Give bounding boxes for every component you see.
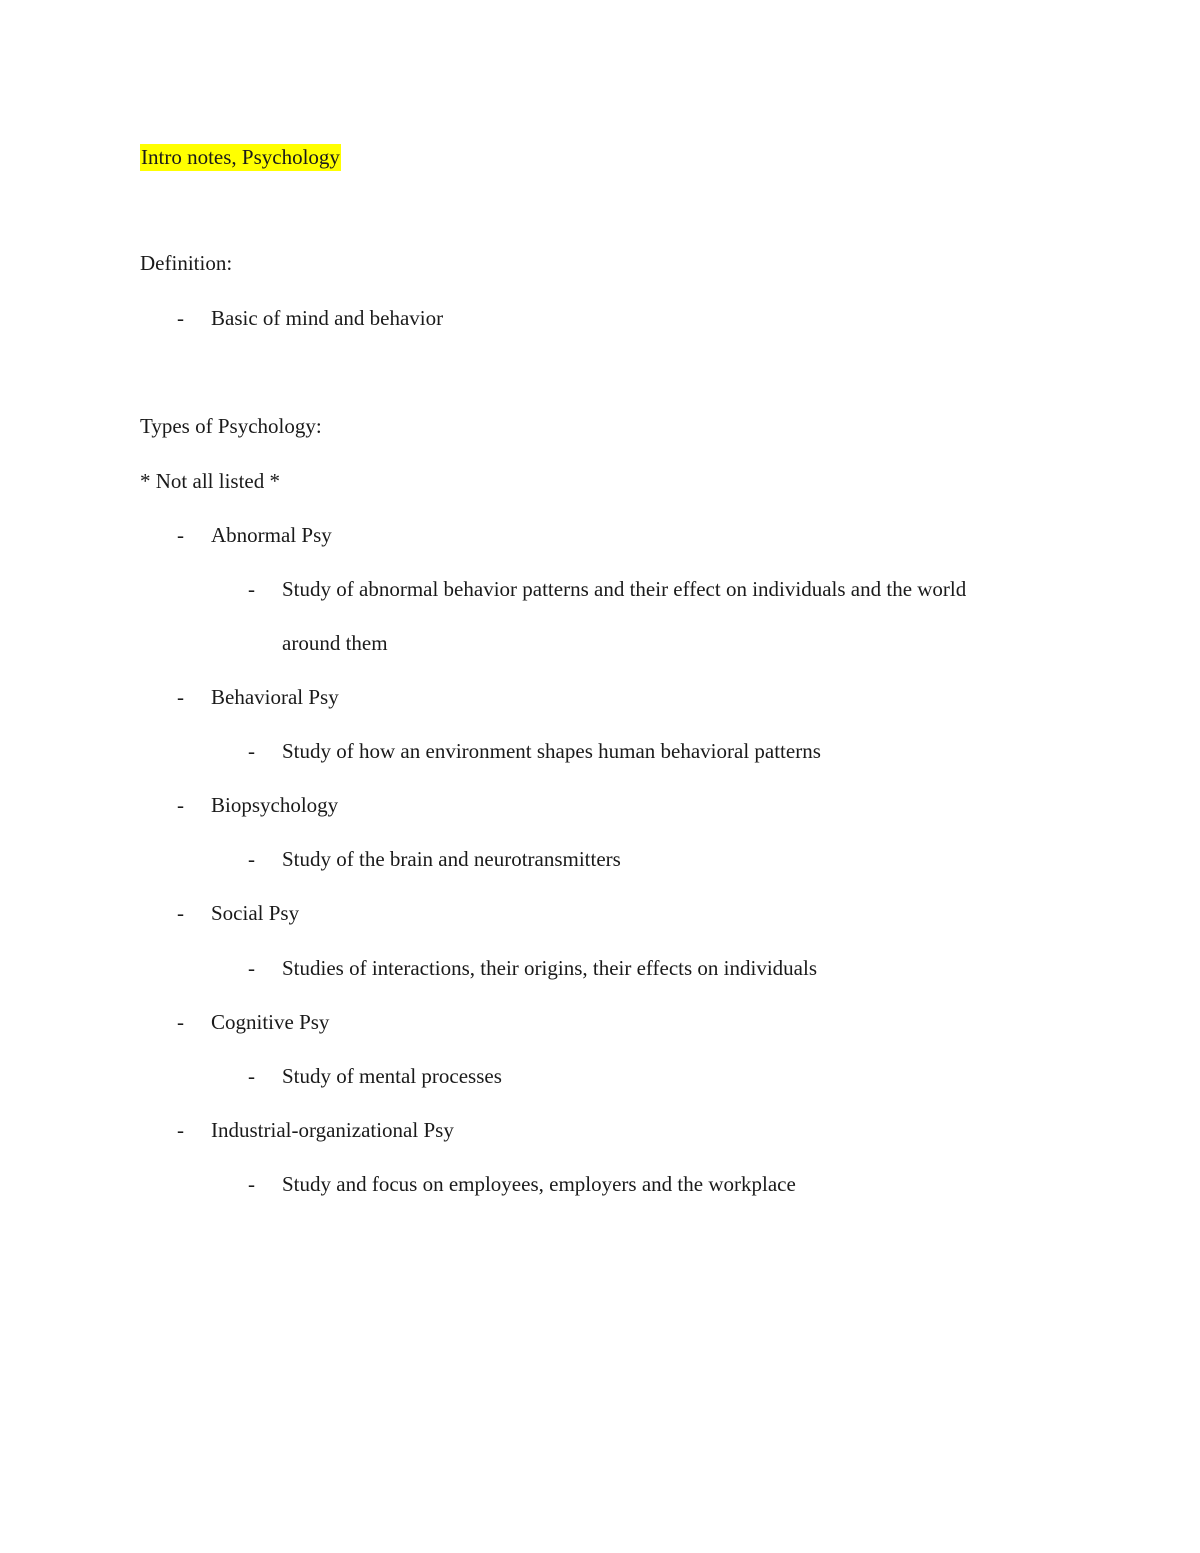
- sub-bullet-dash: -: [248, 847, 255, 871]
- bullet-dash: -: [177, 523, 184, 547]
- bullet-dash: -: [177, 1118, 184, 1142]
- sub-bullet-dash: -: [248, 1064, 255, 1088]
- section-note: * Not all listed *: [140, 469, 280, 493]
- highlighted-title-text: Intro notes, Psychology: [141, 145, 340, 169]
- list-item-definition: Basic of mind and behavior: [211, 306, 444, 330]
- section-heading-definition: Definition:: [140, 251, 233, 275]
- bullet-dash: -: [177, 685, 184, 709]
- bullet-dash: -: [177, 793, 184, 817]
- list-item-social-psy: Social Psy: [211, 901, 300, 925]
- sub-item-cognitive-desc: Study of mental processes: [282, 1064, 502, 1088]
- bullet-dash: -: [177, 901, 184, 925]
- sub-item-behavioral-desc: Study of how an environment shapes human behavioral patterns: [282, 739, 821, 763]
- list-item-cognitive-psy: Cognitive Psy: [211, 1010, 330, 1034]
- sub-item-abnormal-desc-line2: around them: [282, 631, 388, 655]
- sub-bullet-dash: -: [248, 739, 255, 763]
- list-item-behavioral-psy: Behavioral Psy: [211, 685, 339, 709]
- sub-item-abnormal-desc-line1: Study of abnormal behavior patterns and their effect on individuals and the world: [282, 577, 967, 601]
- section-heading-types: Types of Psychology:: [140, 414, 322, 438]
- sub-item-industrial-organizational-desc: Study and focus on employees, employers and the workplace: [282, 1172, 796, 1196]
- sub-item-biopsychology-desc: Study of the brain and neurotransmitters: [282, 847, 621, 871]
- sub-bullet-dash: -: [248, 577, 255, 601]
- list-item-industrial-organizational-psy: Industrial-organizational Psy: [211, 1118, 454, 1142]
- sub-item-social-desc: Studies of interactions, their origins, their effects on individuals: [282, 956, 818, 980]
- bullet-dash: -: [177, 306, 184, 330]
- sub-bullet-dash: -: [248, 1172, 255, 1196]
- bullet-dash: -: [177, 1010, 184, 1034]
- document-title: [140, 144, 341, 170]
- list-item-abnormal-psy: Abnormal Psy: [211, 523, 332, 547]
- list-item-biopsychology: Biopsychology: [211, 793, 339, 817]
- sub-bullet-dash: -: [248, 956, 255, 980]
